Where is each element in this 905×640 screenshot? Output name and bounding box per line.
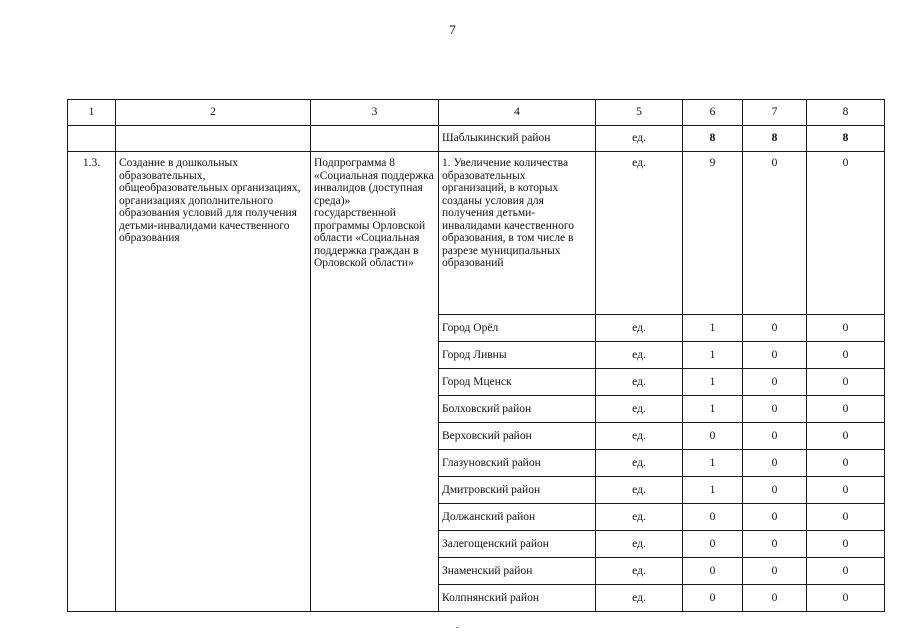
value-cell-8: 0 [807, 477, 885, 504]
unit-cell: ед. [596, 558, 683, 585]
territory-cell: Знаменский район [439, 558, 596, 585]
value-cell-7: 0 [743, 342, 807, 369]
value-cell-6: 0 [683, 423, 743, 450]
territory-cell: Шаблыкинский район [439, 126, 596, 152]
scan-mark [456, 627, 459, 628]
territory-cell: Верховский район [439, 423, 596, 450]
value-cell-6: 1 [683, 315, 743, 342]
unit-cell: ед. [596, 126, 683, 152]
empty-cell [68, 126, 116, 152]
measure-row [68, 152, 885, 315]
empty-cell [116, 126, 311, 152]
unit-cell: ед. [596, 396, 683, 423]
value-cell-8: 0 [807, 342, 885, 369]
value-cell-7: 0 [743, 369, 807, 396]
item-number-cell: 1.3. [68, 152, 116, 612]
value-cell-6: 1 [683, 342, 743, 369]
value-cell-8: 0 [807, 504, 885, 531]
value-cell-6: 8 [683, 126, 743, 152]
header-cell: 5 [596, 100, 683, 126]
unit-cell: ед. [596, 504, 683, 531]
value-cell-6: 1 [683, 477, 743, 504]
territory-cell: Болховский район [439, 396, 596, 423]
value-cell-8: 8 [807, 126, 885, 152]
value-cell-8: 0 [807, 585, 885, 612]
unit-cell: ед. [596, 423, 683, 450]
column-numbers-row [68, 100, 885, 126]
territory-cell: Залегощенский район [439, 531, 596, 558]
value-cell-7: 0 [743, 423, 807, 450]
program-cell: Подпрограмма 8 «Социальная поддержка инвалидов (доступная среда)» государственной программы Орловской области «Социальная поддержка граждан в Орловской области» [311, 152, 439, 612]
value-cell-6: 0 [683, 558, 743, 585]
territory-cell: Колпнянский район [439, 585, 596, 612]
territory-cell: Дмитровский район [439, 477, 596, 504]
territory-cell: Город Мценск [439, 369, 596, 396]
value-cell-8: 0 [807, 450, 885, 477]
territory-cell: Город Орёл [439, 315, 596, 342]
value-cell-7: 0 [743, 152, 807, 315]
value-cell-8: 0 [807, 396, 885, 423]
territory-cell: Должанский район [439, 504, 596, 531]
value-cell-6: 9 [683, 152, 743, 315]
value-cell-6: 1 [683, 450, 743, 477]
value-cell-8: 0 [807, 531, 885, 558]
value-cell-6: 0 [683, 504, 743, 531]
value-cell-8: 0 [807, 423, 885, 450]
value-cell-7: 0 [743, 477, 807, 504]
value-cell-6: 1 [683, 369, 743, 396]
value-cell-7: 0 [743, 558, 807, 585]
unit-cell: ед. [596, 369, 683, 396]
value-cell-8: 0 [807, 369, 885, 396]
unit-cell: ед. [596, 585, 683, 612]
value-cell-7: 0 [743, 504, 807, 531]
territory-cell: Город Ливны [439, 342, 596, 369]
header-cell: 8 [807, 100, 885, 126]
value-cell-7: 0 [743, 585, 807, 612]
empty-cell [311, 126, 439, 152]
value-cell-6: 1 [683, 396, 743, 423]
measure-cell: Создание в дошкольных образовательных, общеобразовательных организациях, организациях дополнительного образования условий для получения детьми-инвалидами качественного образования [116, 152, 311, 612]
header-cell: 4 [439, 100, 596, 126]
table-row [68, 126, 885, 152]
value-cell-7: 0 [743, 396, 807, 423]
unit-cell: ед. [596, 477, 683, 504]
header-cell: 6 [683, 100, 743, 126]
value-cell-6: 0 [683, 531, 743, 558]
value-cell-8: 0 [807, 315, 885, 342]
indicator-cell: 1. Увеличение количества образовательных организаций, в которых созданы условия для получения детьми-инвалидами качественного образования, в том числе в разрезе муниципальных образований [439, 152, 596, 315]
header-cell: 2 [116, 100, 311, 126]
value-cell-7: 8 [743, 126, 807, 152]
value-cell-7: 0 [743, 315, 807, 342]
unit-cell: ед. [596, 342, 683, 369]
territory-cell: Глазуновский район [439, 450, 596, 477]
header-cell: 7 [743, 100, 807, 126]
unit-cell: ед. [596, 152, 683, 315]
value-cell-6: 0 [683, 585, 743, 612]
value-cell-8: 0 [807, 558, 885, 585]
unit-cell: ед. [596, 531, 683, 558]
page-number: 7 [449, 22, 456, 37]
unit-cell: ед. [596, 315, 683, 342]
value-cell-7: 0 [743, 531, 807, 558]
indicator-table [67, 99, 885, 612]
header-cell: 1 [68, 100, 116, 126]
unit-cell: ед. [596, 450, 683, 477]
header-cell: 3 [311, 100, 439, 126]
value-cell-8: 0 [807, 152, 885, 315]
value-cell-7: 0 [743, 450, 807, 477]
